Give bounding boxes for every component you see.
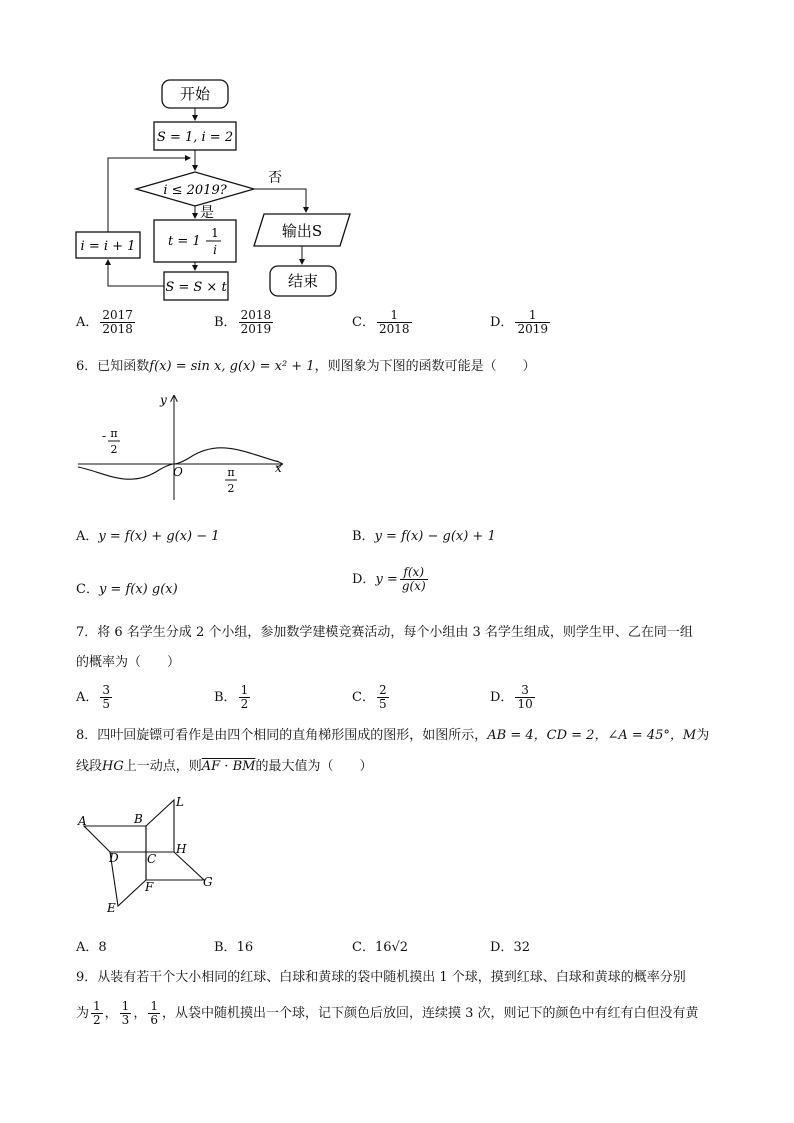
option-label: C． <box>352 940 375 955</box>
frac-den: 2 <box>93 1013 101 1027</box>
neg-tick-sign: - <box>102 429 107 443</box>
point-a-label: A <box>78 814 87 828</box>
q8-option-b[interactable] <box>214 936 253 955</box>
flow-no-label: 否 <box>268 170 282 186</box>
flow-step-i-label: i = i + 1 <box>80 239 136 254</box>
q9-line2-a: 为 <box>76 1006 90 1021</box>
q5-option-b[interactable] <box>214 309 275 336</box>
option-label: B． <box>214 690 237 705</box>
flow-end-label: 结束 <box>287 272 319 290</box>
q6-option-d[interactable] <box>352 566 430 593</box>
q6-option-a[interactable] <box>76 525 220 544</box>
frac-num: 3 <box>102 683 111 697</box>
origin-label: O <box>173 465 183 479</box>
q7-option-b[interactable] <box>214 684 252 711</box>
frac-num: f(x) <box>400 566 428 580</box>
option-label: C． <box>352 690 375 705</box>
q6-stem <box>76 357 536 377</box>
q9-line2 <box>76 1000 699 1028</box>
q6-option-c[interactable] <box>76 578 178 597</box>
option-text: y = f(x) − g(x) + 1 <box>374 529 496 544</box>
frac-den: 2019 <box>517 322 548 336</box>
frac-num: 1 <box>240 683 249 697</box>
point-g-label: G <box>203 875 213 889</box>
flow-yes-label: 是 <box>200 205 214 221</box>
x-axis-label: x <box>275 461 282 475</box>
option-text: 16 <box>236 940 254 955</box>
q7-option-c[interactable] <box>352 684 391 711</box>
frac-num: 3 <box>515 684 534 698</box>
q9-line1: 9．从装有若干个大小相同的红球、白球和黄球的袋中随机摸出 1 个球，摸到红球、白球和黄球的概率分别 <box>76 970 686 985</box>
option-label: B． <box>352 529 375 544</box>
option-text: 16√2 <box>374 940 409 955</box>
option-text: y = f(x) + g(x) − 1 <box>98 529 220 544</box>
flow-start-label: 开始 <box>179 85 211 103</box>
q5-option-c[interactable] <box>352 309 414 336</box>
option-text: y = f(x) g(x) <box>98 582 178 597</box>
option-label: A． <box>76 529 99 544</box>
neg-tick-num: π <box>110 427 118 440</box>
frac-den: 2019 <box>240 322 272 336</box>
flow-condition-label: i ≤ 2019? <box>163 183 227 198</box>
option-label: D． <box>490 940 514 955</box>
q8-line1-math: AB = 4，CD = 2，∠A = 45°，M <box>487 728 697 743</box>
point-b-label: B <box>134 812 143 826</box>
flow-step-s-label: S = S × t <box>165 280 227 295</box>
q8-line1 <box>76 726 709 746</box>
q5-option-d[interactable] <box>490 309 552 336</box>
q8-line1-a: 8．四叶回旋镖可看作是由四个相同的直角梯形围成的图形，如图所示， <box>76 728 488 743</box>
flow-init-label: S = 1, i = 2 <box>156 130 234 145</box>
frac-den: 2018 <box>378 322 410 336</box>
q7-line2: 的概率为（ ） <box>76 655 181 670</box>
frac-num: 2017 <box>102 308 133 322</box>
option-text: y = <box>375 572 398 587</box>
option-label: B． <box>214 940 237 955</box>
neg-tick-den: 2 <box>110 443 118 456</box>
frac-num: 1 <box>515 309 550 323</box>
q8-option-c[interactable] <box>352 936 408 955</box>
flow-output-label: 输出S <box>281 222 323 240</box>
frac-num: 1 <box>150 999 158 1013</box>
separator: ， <box>104 1006 118 1021</box>
pos-tick-den: 2 <box>227 482 235 495</box>
q8-line1-c: 为 <box>696 728 710 743</box>
frac-num: 1 <box>377 309 412 323</box>
q6-option-b[interactable] <box>352 525 496 544</box>
frac-den: 5 <box>378 697 387 711</box>
q6-stem-c: ，则图象为下图的函数可能是（ ） <box>314 359 536 374</box>
frac-den: g(x) <box>401 579 426 593</box>
option-label: D． <box>352 572 376 587</box>
option-label: A． <box>76 690 99 705</box>
q8-line2-a: 线段 <box>76 759 103 774</box>
frac-den: 3 <box>121 1013 130 1027</box>
q8-line2-e: 的最大值为（ ） <box>255 759 373 774</box>
q8-option-d[interactable] <box>490 936 530 955</box>
point-c-label: C <box>147 852 157 866</box>
q8-line2-c: 上一动点，则 <box>123 759 202 774</box>
trapezoid-top-right <box>146 800 174 852</box>
frac-num: 1 <box>121 999 130 1013</box>
frac-den: 6 <box>150 1013 158 1027</box>
trapezoid-top-left <box>84 826 146 852</box>
frac-num: 2018 <box>240 308 272 322</box>
option-text: 8 <box>98 940 107 955</box>
point-d-label: D <box>109 851 119 865</box>
option-label: A． <box>76 940 99 955</box>
frac-num: 1 <box>93 999 101 1013</box>
option-label: D． <box>490 315 514 330</box>
y-axis-label: y <box>160 393 167 407</box>
q8-line2-seg: HG <box>102 759 124 774</box>
option-label: C． <box>76 582 99 597</box>
separator: ， <box>133 1006 147 1021</box>
q8-option-a[interactable] <box>76 936 107 955</box>
flow-step-t-den: i <box>213 243 217 257</box>
q7-option-d[interactable] <box>490 684 537 711</box>
q7-option-a[interactable] <box>76 684 114 711</box>
frac-den: 2018 <box>102 322 133 336</box>
flow-step-t-num: 1 <box>211 226 219 240</box>
q8-figure <box>74 790 224 918</box>
flow-step-t-left: t = 1 − <box>168 234 216 249</box>
q8-line2 <box>76 757 372 777</box>
q7-line1: 7．将 6 名学生分成 2 个小组，参加数学建模竞赛活动，每个小组由 3 名学生组成，则学生甲、乙在同一组 <box>76 625 693 640</box>
q9-line2-b: ，从袋中随机摸出一个球，记下颜色后放回，连续摸 3 次，则记下的颜色中有红有白但没有黄 <box>161 1006 699 1021</box>
q5-option-a[interactable] <box>76 309 137 336</box>
q8-line2-vectors: AF · BM <box>201 759 256 774</box>
point-h-label: H <box>176 842 187 856</box>
option-label: A． <box>76 315 99 330</box>
q6-graph <box>74 390 294 502</box>
point-l-label: L <box>176 795 184 809</box>
frac-num: 2 <box>378 683 387 697</box>
q6-stem-a: 6．已知函数 <box>76 359 150 374</box>
option-label: D． <box>490 690 514 705</box>
frac-den: 5 <box>102 697 111 711</box>
pos-tick-num: π <box>227 466 235 479</box>
q6-stem-math: f(x) = sin x, g(x) = x² + 1 <box>149 359 315 374</box>
option-text: 32 <box>513 940 530 955</box>
option-label: B． <box>214 315 237 330</box>
option-label: C． <box>352 315 375 330</box>
point-f-label: F <box>145 880 154 894</box>
frac-den: 10 <box>517 697 533 711</box>
point-e-label: E <box>107 901 116 915</box>
flowchart <box>70 72 370 304</box>
frac-den: 2 <box>240 697 249 711</box>
